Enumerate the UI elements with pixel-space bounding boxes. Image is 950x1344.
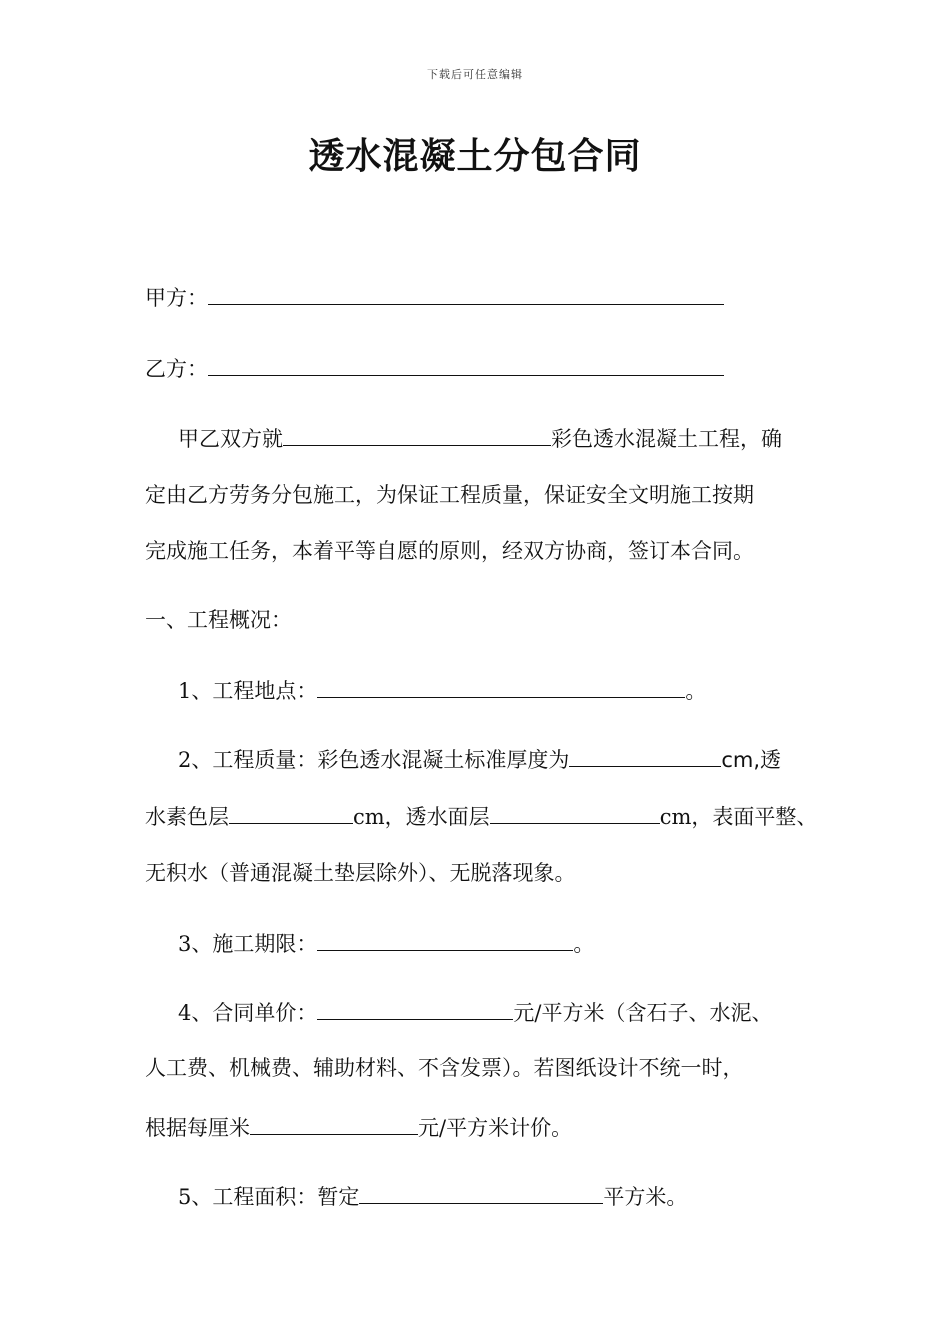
party-b-line (145, 353, 724, 383)
standard-thickness-blank[interactable] (569, 744, 721, 767)
item-4-line-2: 人工费、机械费、辅助材料、不含发票）。若图纸设计不统一时， (145, 1056, 744, 1080)
item-1-label: 1、工程地点： (178, 679, 318, 703)
item-5-label: 5、工程面积：暂定 (178, 1185, 360, 1209)
item-1-end: 。 (685, 679, 707, 703)
project-name-blank[interactable] (283, 423, 551, 446)
party-a-blank[interactable] (208, 282, 724, 305)
item-2-label: 2、工程质量：彩色透水混凝土标准厚度为 (178, 748, 570, 772)
party-b-label: 乙方： (145, 357, 208, 381)
item-2-line-1 (178, 744, 781, 774)
item-1-line (178, 675, 706, 705)
item-3-line (178, 928, 594, 958)
item-2-unit-3: cm，表面平整、 (659, 805, 818, 829)
intro-line-1 (178, 423, 782, 453)
intro-pre: 甲乙双方就 (178, 427, 283, 451)
item-4-post: 元/平方米（含石子、水泥、 (513, 1001, 773, 1025)
base-layer-blank[interactable] (229, 801, 353, 824)
item-4-line-1 (178, 997, 772, 1027)
item-4-line-3 (145, 1112, 572, 1142)
document-title: 透水混凝土分包合同 (308, 135, 642, 177)
section-1-heading: 一、工程概况： (145, 608, 292, 632)
item-5-end: 平方米。 (603, 1185, 688, 1209)
intro-line-2: 定由乙方劳务分包施工，为保证工程质量，保证安全文明施工按期 (145, 483, 754, 507)
item-4-label: 4、合同单价： (178, 1001, 318, 1025)
header-note: 下载后可任意编辑 (427, 68, 523, 81)
location-blank[interactable] (317, 675, 685, 698)
item-3-label: 3、施工期限： (178, 932, 318, 956)
per-cm-price-blank[interactable] (250, 1112, 418, 1135)
item-5-line (178, 1181, 687, 1211)
period-blank[interactable] (317, 928, 573, 951)
surface-layer-blank[interactable] (490, 801, 660, 824)
party-a-label: 甲方： (145, 286, 208, 310)
item-2-line-3: 无积水（普通混凝土垫层除外）、无脱落现象。 (145, 861, 576, 885)
party-a-line (145, 282, 724, 312)
intro-post: 彩色透水混凝土工程，确 (551, 427, 782, 451)
party-b-blank[interactable] (208, 353, 724, 376)
item-4-line-3-post: 元/平方米计价。 (418, 1116, 573, 1140)
item-3-end: 。 (573, 932, 595, 956)
item-2-unit-1: cm,透 (721, 748, 782, 772)
item-2-line-2-pre: 水素色层 (145, 805, 229, 829)
item-4-line-3-pre: 根据每厘米 (145, 1116, 250, 1140)
item-2-line-2 (145, 801, 817, 831)
item-2-unit-2: cm，透水面层 (353, 805, 490, 829)
intro-line-3: 完成施工任务，本着平等自愿的原则，经双方协商，签订本合同。 (145, 539, 754, 563)
area-blank[interactable] (359, 1181, 603, 1204)
unit-price-blank[interactable] (317, 997, 513, 1020)
